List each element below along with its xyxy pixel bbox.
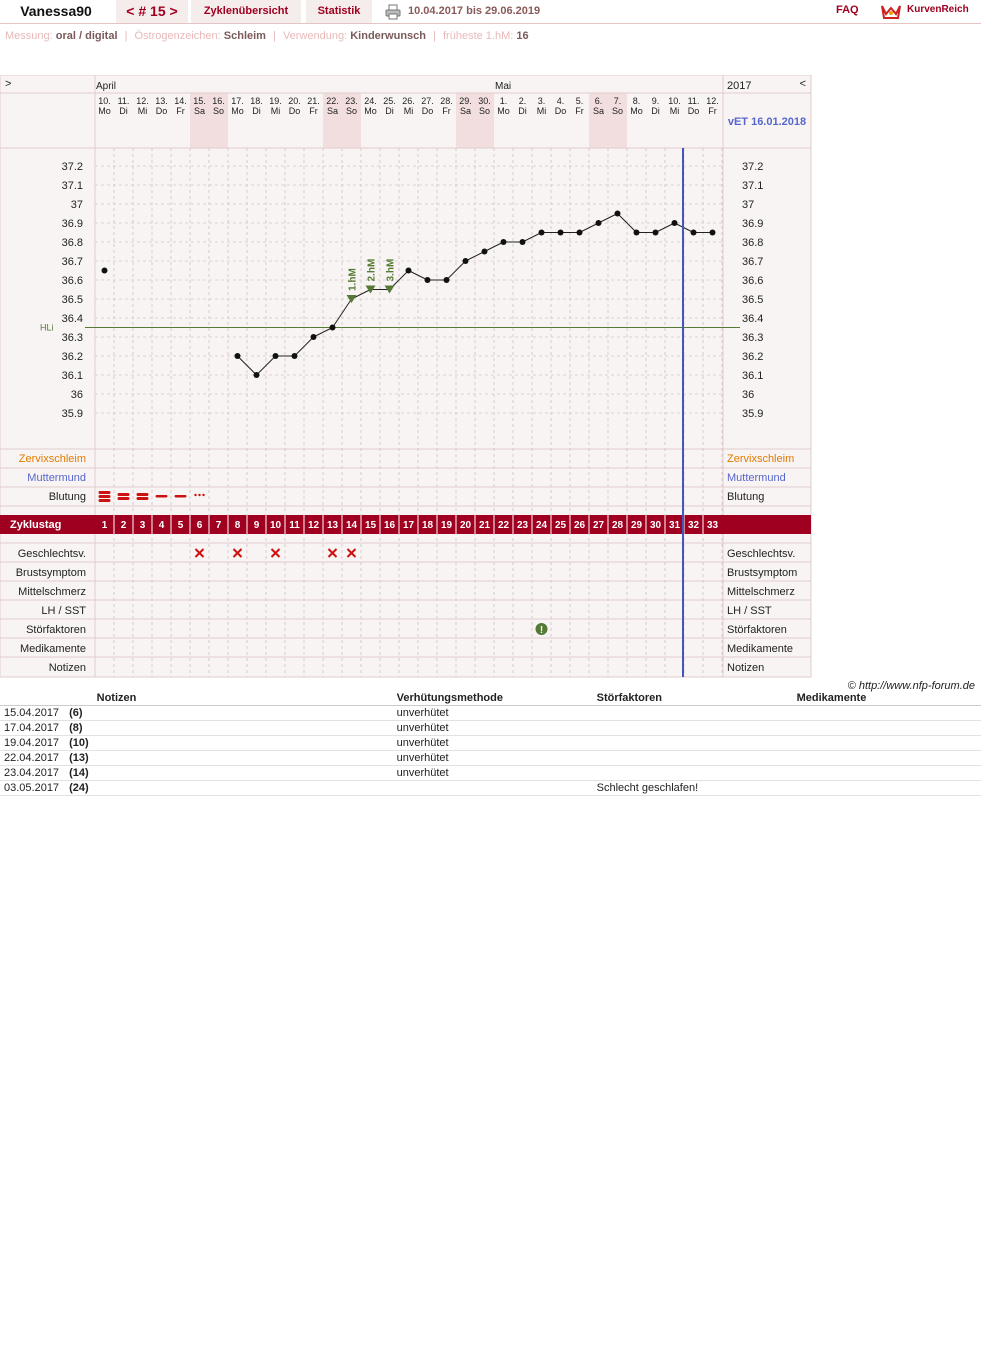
day-date: 5.	[575, 96, 584, 106]
cycle-day-number: 9	[253, 520, 260, 531]
note-date	[0, 750, 93, 765]
day-weekday: Mo	[98, 106, 111, 116]
bleeding-mark	[194, 494, 196, 496]
row-label-right: Medikamente	[727, 643, 794, 655]
y-tick-right: 36.5	[742, 294, 764, 306]
y-tick-right: 37.2	[742, 161, 764, 173]
cycle-day-number: 30	[649, 520, 662, 531]
note-date	[0, 705, 93, 720]
temperature-point	[444, 277, 450, 283]
row-label-right: Muttermund	[727, 472, 786, 484]
cycle-day-number: 14	[345, 520, 358, 531]
row-label-left: Muttermund	[27, 472, 86, 484]
crown-icon	[880, 2, 902, 20]
y-tick-left: 36.1	[61, 370, 83, 382]
note-medication	[793, 735, 981, 750]
cycle-chart	[0, 75, 815, 680]
notes-row	[0, 705, 981, 720]
day-date: 18.	[250, 96, 263, 106]
high-measure-label: 2.hM	[366, 258, 378, 282]
cycle-day-number: 18	[421, 520, 434, 531]
note-disturbance	[593, 720, 793, 735]
day-date: 12.	[706, 96, 719, 106]
note-medication	[793, 765, 981, 780]
notes-row	[0, 720, 981, 735]
temperature-point	[330, 325, 336, 331]
note-date	[0, 765, 93, 780]
note-text	[93, 765, 393, 780]
notes-row	[0, 735, 981, 750]
note-method: unverhütet	[393, 765, 593, 780]
y-tick-right: 36.9	[742, 218, 764, 230]
cycle-day-number: 23	[516, 520, 529, 531]
temperature-point	[235, 353, 241, 359]
day-date: 21.	[307, 96, 320, 106]
temperature-point	[292, 353, 298, 359]
row-label-left: LH / SST	[41, 605, 86, 617]
row-label-right: LH / SST	[727, 605, 772, 617]
day-date: 8.	[632, 96, 641, 106]
note-method: unverhütet	[393, 750, 593, 765]
cycle-day-number: 26	[573, 520, 586, 531]
day-weekday: Di	[385, 106, 394, 116]
y-tick-right: 36.1	[742, 370, 764, 382]
cycle-day-number: 27	[592, 520, 605, 531]
day-date: 15.	[193, 96, 206, 106]
y-tick-left: 37	[70, 199, 83, 211]
temperature-point	[634, 230, 640, 236]
meta-label: Messung:	[5, 30, 53, 42]
y-tick-left: 35.9	[61, 408, 83, 420]
y-tick-right: 36	[742, 389, 755, 401]
cycle-day-number: 12	[307, 520, 320, 531]
day-date: 29.	[459, 96, 472, 106]
note-method: unverhütet	[393, 735, 593, 750]
bleeding-mark	[118, 497, 130, 500]
notes-header: Notizen	[93, 691, 393, 705]
bleeding-mark	[202, 494, 204, 496]
row-label-right: Zervixschleim	[727, 453, 795, 465]
cycle-day-number: 21	[478, 520, 491, 531]
month-label: Mai	[495, 81, 512, 92]
meta-value: oral / digital	[55, 30, 118, 42]
temperature-point	[463, 258, 469, 264]
day-weekday: Do	[288, 106, 301, 116]
day-weekday: Mi	[669, 106, 680, 116]
y-tick-right: 36.6	[742, 275, 764, 287]
temperature-point	[273, 353, 279, 359]
temperature-point	[501, 239, 507, 245]
note-medication	[793, 720, 981, 735]
row-label-right: Notizen	[727, 662, 765, 674]
note-disturbance: Schlecht geschlafen!	[593, 780, 793, 795]
cycle-day-number: 19	[440, 520, 453, 531]
cycle-day-number: 15	[364, 520, 377, 531]
temperature-point	[254, 372, 260, 378]
note-disturbance	[593, 765, 793, 780]
day-weekday: Fr	[575, 106, 584, 116]
nav-next-arrow: <	[799, 78, 806, 90]
temperature-point	[482, 249, 488, 255]
day-date: 7.	[613, 96, 622, 106]
note-date-value: 15.04.2017	[4, 706, 60, 719]
y-tick-right: 36.3	[742, 332, 764, 344]
cycle-day-number: 13	[326, 520, 339, 531]
row-label-right: Störfaktoren	[727, 624, 787, 636]
notes-row	[0, 750, 981, 765]
y-tick-left: 36.5	[61, 294, 83, 306]
day-weekday: Mo	[497, 106, 510, 116]
y-tick-left: 36.3	[61, 332, 83, 344]
copyright: © http://www.nfp-forum.de	[847, 680, 975, 692]
note-date-value: 23.04.2017	[4, 766, 60, 779]
medication-header: Medikamente	[793, 691, 981, 705]
day-weekday: Do	[554, 106, 567, 116]
note-date	[0, 780, 93, 795]
cycle-day-number: 11	[289, 520, 300, 531]
high-measure-label: 1.hM	[347, 268, 359, 291]
temperature-point	[539, 230, 545, 236]
temperature-point	[425, 277, 431, 283]
day-date: 25.	[383, 96, 396, 106]
row-label-right: Mittelschmerz	[727, 586, 795, 598]
note-method: unverhütet	[393, 705, 593, 720]
faq-link[interactable]: FAQ	[836, 4, 859, 16]
note-cycle-day: (14)	[69, 766, 89, 779]
meta-label: Verwendung:	[282, 30, 348, 42]
bleeding-mark	[99, 491, 111, 494]
day-date: 26.	[402, 96, 415, 106]
day-weekday: Mo	[364, 106, 377, 116]
day-weekday: So	[212, 106, 225, 116]
day-weekday: Do	[421, 106, 434, 116]
row-label-left: Störfaktoren	[26, 624, 86, 636]
cycle-day-number: 8	[234, 520, 241, 531]
y-tick-right: 36.7	[742, 256, 764, 268]
day-weekday: Di	[651, 106, 660, 116]
note-medication	[793, 705, 981, 720]
cycle-day-number: 1	[101, 520, 108, 531]
y-tick-left: 36.9	[61, 218, 83, 230]
chart-background	[0, 75, 811, 677]
notes-row	[0, 780, 981, 795]
bleeding-mark	[156, 495, 168, 498]
row-label-left: Mittelschmerz	[18, 586, 86, 598]
day-date: 23.	[345, 96, 358, 106]
y-tick-left: 36.8	[61, 237, 83, 249]
day-weekday: Mo	[630, 106, 643, 116]
y-tick-left: 36.6	[61, 275, 83, 287]
cycle-day-number: 25	[554, 520, 567, 531]
y-tick-right: 37.1	[742, 180, 764, 192]
cycle-day-number: 29	[630, 520, 643, 531]
temperature-point	[710, 230, 716, 236]
day-date: 3.	[537, 96, 546, 106]
note-cycle-day: (24)	[69, 781, 89, 794]
cycle-nav-button[interactable]: < # 15 >	[116, 0, 188, 23]
cycle-day-number: 33	[706, 520, 719, 531]
note-medication	[793, 780, 981, 795]
note-date-value: 03.05.2017	[4, 781, 60, 794]
temperature-point	[406, 268, 412, 274]
note-text	[93, 705, 393, 720]
bleeding-mark	[99, 495, 111, 498]
high-measure-label: 3.hM	[385, 258, 397, 282]
note-date-value: 22.04.2017	[4, 751, 60, 764]
day-weekday: Sa	[326, 106, 339, 116]
note-disturbance	[593, 705, 793, 720]
day-date: 27.	[421, 96, 434, 106]
cycle-day-number: 7	[215, 520, 222, 531]
cycle-day-number: 20	[459, 520, 472, 531]
day-date: 20.	[288, 96, 301, 106]
temperature-point	[615, 211, 621, 217]
year-label: 2017	[727, 80, 752, 92]
bleeding-mark	[137, 497, 149, 500]
temperature-point	[653, 230, 659, 236]
cycles-overview-link[interactable]: Zyklenübersicht	[191, 0, 301, 23]
y-tick-left: 36.4	[61, 313, 83, 325]
cycle-day-number: 31	[668, 520, 681, 531]
day-date: 9.	[651, 96, 660, 106]
note-cycle-day: (6)	[69, 706, 83, 719]
day-date: 13.	[155, 96, 168, 106]
y-tick-left: 36	[70, 389, 83, 401]
row-label-left: Brustsymptom	[15, 567, 86, 579]
user-name: Vanessa90	[0, 0, 112, 23]
disturbance-header: Störfaktoren	[593, 691, 793, 705]
y-tick-left: 36.7	[61, 256, 83, 268]
y-tick-right: 36.4	[742, 313, 764, 325]
cycle-day-number: 3	[139, 520, 146, 531]
day-weekday: Di	[119, 106, 128, 116]
day-weekday: Fr	[176, 106, 185, 116]
day-weekday: Mi	[403, 106, 414, 116]
y-tick-right: 35.9	[742, 408, 764, 420]
day-date: 6.	[594, 96, 603, 106]
notes-row	[0, 765, 981, 780]
cycle-day-number: 2	[120, 520, 127, 531]
note-text	[93, 720, 393, 735]
row-label-left: Medikamente	[19, 643, 86, 655]
bleeding-mark	[99, 499, 111, 502]
row-label-left: Blutung	[48, 491, 86, 503]
day-weekday: Di	[252, 106, 261, 116]
bleeding-mark	[175, 495, 187, 498]
note-date-value: 17.04.2017	[4, 721, 60, 734]
date-range: 10.04.2017 bis 29.06.2019	[408, 5, 541, 17]
y-tick-right: 37	[742, 199, 755, 211]
note-cycle-day: (8)	[69, 721, 83, 734]
cover-line-label: HLi	[40, 322, 54, 333]
day-weekday: Do	[155, 106, 168, 116]
month-label: April	[96, 81, 117, 92]
nav-prev-arrow: >	[5, 78, 12, 90]
bleeding-mark	[198, 494, 200, 496]
y-tick-right: 36.2	[742, 351, 764, 363]
note-method	[393, 780, 593, 795]
day-date: 16.	[212, 96, 225, 106]
day-date: 24.	[364, 96, 377, 106]
note-cycle-day: (13)	[69, 751, 89, 764]
day-date: 11.	[117, 96, 130, 106]
temperature-point	[596, 220, 602, 226]
bleeding-mark	[137, 493, 149, 496]
cycle-day-number: 16	[383, 520, 396, 531]
row-label-left: Notizen	[48, 662, 86, 674]
day-weekday: Sa	[592, 106, 605, 116]
day-date: 10.	[668, 96, 681, 106]
cycle-day-number: 4	[158, 520, 165, 531]
method-header: Verhütungsmethode	[393, 691, 593, 705]
day-date: 28.	[440, 96, 453, 106]
temperature-point	[691, 230, 697, 236]
row-label-left: Zervixschleim	[18, 453, 86, 465]
cycle-day-label: Zyklustag	[10, 519, 62, 531]
day-date: 19.	[269, 96, 282, 106]
cycle-day-number: 22	[497, 520, 510, 531]
top-bar	[0, 0, 981, 24]
day-date: 11.	[687, 96, 700, 106]
cycle-day-number: 5	[177, 520, 184, 531]
row-label-right: Brustsymptom	[727, 567, 798, 579]
statistics-link[interactable]: Statistik	[306, 0, 372, 23]
day-weekday: Sa	[193, 106, 206, 116]
temperature-point	[102, 268, 108, 274]
day-weekday: Do	[687, 106, 700, 116]
day-date: 22.	[326, 96, 339, 106]
temperature-point	[520, 239, 526, 245]
cycle-meta: Messung: oral / digital | Östrogenzeichen: Schleim | Verwendung: Kinderwunsch | früheste 1.hM: 16	[5, 30, 529, 42]
day-date: 14.	[174, 96, 187, 106]
meta-label: Östrogenzeichen:	[134, 30, 221, 42]
row-label-left: Geschlechtsv.	[17, 548, 86, 560]
cycle-day-number: 17	[402, 520, 415, 531]
cycle-day-number: 32	[687, 520, 700, 531]
day-weekday: Mi	[270, 106, 281, 116]
y-tick-right: 36.8	[742, 237, 764, 249]
notes-table	[0, 691, 981, 796]
day-date: 12.	[136, 96, 149, 106]
note-disturbance	[593, 735, 793, 750]
note-text	[93, 750, 393, 765]
cycle-day-number: 6	[196, 520, 203, 531]
day-date: 4.	[556, 96, 565, 106]
temperature-point	[672, 220, 678, 226]
meta-label: früheste 1.hM:	[443, 30, 514, 42]
cycle-day-number: 28	[611, 520, 624, 531]
day-date: 10.	[98, 96, 111, 106]
note-date	[0, 720, 93, 735]
meta-value: 16	[516, 30, 529, 42]
y-tick-left: 36.2	[61, 351, 83, 363]
cycle-day-number: 10	[269, 520, 282, 531]
bleeding-mark	[118, 493, 130, 496]
note-medication	[793, 750, 981, 765]
day-weekday: Mo	[231, 106, 244, 116]
cycle-day-number: 24	[535, 520, 548, 531]
logo-text[interactable]: KurvenReich	[907, 4, 969, 15]
day-weekday: So	[478, 106, 491, 116]
day-weekday: Fr	[442, 106, 451, 116]
day-weekday: Sa	[459, 106, 472, 116]
day-weekday: Di	[518, 106, 527, 116]
day-date: 2.	[518, 96, 527, 106]
row-label-right: Blutung	[727, 491, 765, 503]
y-tick-left: 37.2	[61, 161, 83, 173]
note-date-value: 19.04.2017	[4, 736, 60, 749]
meta-value: Kinderwunsch	[350, 30, 427, 42]
day-weekday: So	[345, 106, 358, 116]
y-tick-left: 37.1	[61, 180, 83, 192]
day-weekday: Mi	[536, 106, 547, 116]
day-weekday: Fr	[309, 106, 318, 116]
row-label-right: Geschlechtsv.	[727, 548, 796, 560]
temperature-point	[311, 334, 317, 340]
temperature-point	[558, 230, 564, 236]
day-weekday: Mi	[137, 106, 148, 116]
printer-icon[interactable]	[385, 4, 401, 20]
note-method: unverhütet	[393, 720, 593, 735]
temperature-point	[577, 230, 583, 236]
note-cycle-day: (10)	[69, 736, 89, 749]
day-weekday: Fr	[708, 106, 717, 116]
day-date: 1.	[499, 96, 508, 106]
note-text	[93, 735, 393, 750]
note-text	[93, 780, 393, 795]
disturbance-icon-glyph: !	[539, 625, 544, 636]
day-date: 30.	[478, 96, 491, 106]
due-date: vET 16.01.2018	[727, 116, 807, 128]
note-date	[0, 735, 93, 750]
note-disturbance	[593, 750, 793, 765]
day-date: 17.	[231, 96, 244, 106]
meta-value: Schleim	[223, 30, 266, 42]
day-weekday: So	[611, 106, 624, 116]
